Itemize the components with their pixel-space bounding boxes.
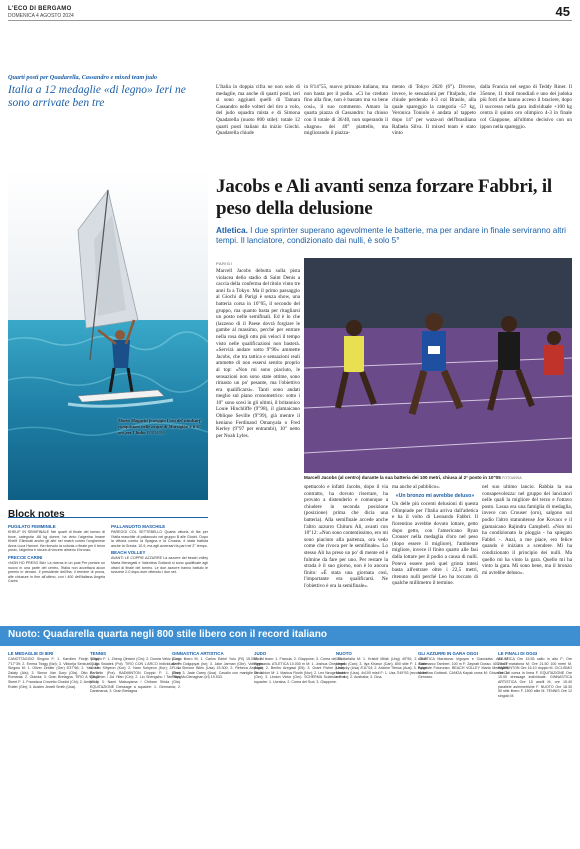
paper-name: L'ECO DI BERGAMO <box>8 6 72 12</box>
block-note-title: PUGILATO FEMMINILE <box>8 524 56 529</box>
main-column-3 <box>392 484 478 587</box>
results-column-text: Corpo libero M: 1. Carlos Edriel Yulo (Fil) 15.000; 2. Artem Dolgopyat (Isr); 3. Jake Jarman (Gbr). Volteggio F: 1. Simone Biles (Usa) 15.300; 2. Rebeca Andrade (Bra); 3. Jade Carey (Usa). Cavallo con maniglie M: 1. Rhys McClenaghan (Irl) 15.533. <box>172 657 263 680</box>
results-column-text: 100 farfalla M: 1. Kristóf Milák (Ung) 49"90; 2. Josh Liendo (Can); 3. Ilya Kharun (Can). 800 stile F: 1. Katie Ledecky (Usa) 8'11"04; 2. Ariarne Titmus (Aus); 3. Paige Madden (Usa). 4x100 misti F: 1. Usa 3'49"63 (record del mondo); 2. Australia; 3. Cina. <box>336 657 427 680</box>
top-column-2: in 8'14"55, nuovo primato italiano, ma non basta per il podio. «Ci ho creduto fino alla fine, non è bastato ma va bene così», il suo commento. Amaro la quarta piazza di Cassandro: ha chiuso con il totale di 36/40, non superando il «bagno» dei 40° piattello, ma migliorando il piazza- <box>304 84 388 137</box>
top-column-1: L'Italia in doppia cifra ne non solo di medaglie, ma anche di quarti posti, ieri si sono aggiunti quelli di Tamara Cassandro nelle volteri del tiro a volo, del judo squadra mista e di Simona Quadarella (nuoto 800 stile): totale 12 quarti posti italiani da inizio Giochi. Quadarella chiude <box>216 84 300 137</box>
block-note-title: BEACH VOLLEY <box>111 550 146 556</box>
windsurf-photo <box>8 170 208 500</box>
results-column-title: JUDO <box>254 651 267 656</box>
results-column <box>418 650 509 680</box>
main-column-4: nel suo ultimo lancio. Rabbia la sua consapevolezza: nel gruppo dei lanciatori nelle quali la migliore del terzo e l'ottavo posto. Lasua era una famiglia di medaglia, invece con Crouser (oro), salgono sul podio l'altro statunitense Joe Kovacs e il giamaicano Rajindra Campbell. «Non mi ha condizionato la pioggia - ha spiegato Fabbri -. Anzi, a me piace, ero felice quando è iniziato a scendere. Mi ha condizionato il principio dei nulli. Ma quello mi ha vinto la gara. Quello mi ha vinto la gara. Mi sono bene, ma il bronzo mi avrebbe deluso». <box>482 484 572 576</box>
results-column <box>90 650 181 694</box>
results-band-title: Nuoto: Quadarella quarta negli 800 stile libero con il record italiano <box>8 629 327 640</box>
main-column-2: spettacolo e infatti Jacobs, dopo il via contratto, ha dovuto riserrare, ha provato a distenderlo e comunque a chiudere in seconda posizione (posizione) prima che dicia una batteria). Alla semifinale accede anche l'altro azzurro Chituru Ali, avanti con 10"12: «Non sono contentissimo, ero mi sono piaciuto alla partenza, ora vedo come che rivoca per le semifinale». Lo stesso Ali ha preso un po' di mente ed è fulmine da fare per uno. Per restare la strada è il suo giorno, non è lo ancora finito: «È stata una giornata così, l'importante era qualificarsi. Ne l'obiettivo è ora la semifinale». <box>304 484 388 589</box>
results-column <box>336 650 427 680</box>
results-column-title: LE MEDAGLIE DI IERI <box>8 651 54 656</box>
results-column <box>8 650 99 689</box>
sprinters-caption-text: Marcell Jacobs (al centro) durante la sua batteria dei 100 metri, chiusa al 2° posto in 10"05 <box>304 475 501 480</box>
results-column-title: GINNASTICA ARTISTICA <box>172 651 224 656</box>
results-column-text: CANOTTAGGIO Singolo F: 1. Karolien Florijn (Ola) 7'17"39; 2. Emma Twigg (Nzl); 3. Viktorija Senkute (Lit). Singolo M: 1. Oliver Zeidler (Ger) 6'37"66; 2. Yauheni Zalaty (Ais); 3. Simon Van Dorp (Ola). Otto F: 1. Romania; 2. Olanda; 3. Gran Bretagna. TIRO A VOLO Skeet F: 1. Francisca Crovetto Chadid (Chi); 2. Amber Jo Rutter (Gbr); 3. Austen Jewell Smith (Usa). <box>8 657 99 689</box>
results-column <box>172 650 263 680</box>
main-column-3-body: Un delle più cocenti delusioni di questa Olimpiade per l'Italia arriva dall'atletica e ha il volto di Leonardo Fabbri. Il fiorentino avrebbe dovuto lottare, getto dopo getto, con l'americano Ryan Crouser nella medaglia d'oro nel peso (dopo essere il migliore), l'ambiente migliore, invece il finito quarto alle fasi dalla lottare per il podio a causa di nulli. Poteva essere però quel grinta intesi basta all'entrare oltre i 22,5 metri, ritenuto nulli perché Leo ha toccato di qualche millimetro il termine. <box>392 501 478 587</box>
windsurf-caption <box>118 418 204 436</box>
block-notes-header <box>8 504 208 518</box>
main-column-3-lead: ma anche al pubblico». <box>392 484 441 490</box>
results-column-title: GLI AZZURRI IN GARA OGGI <box>418 651 478 656</box>
results-column-text: ATLETICA Ore 15.55 salto in alto F; Ore 20.45 maratona M; Ore 21.50 100 metri M. BADMINTON Ore 16.10 doppio M. CICLISMO Ore 14 corsa in linea F. EQUITAZIONE Ore 10.00 dressage individuale. GINNASTICA ARTISTICA Ore 15 anelli M, ore 15.40 parallele asimmetriche F. NUOTO Ore 18.30 50 stile libero F, 1500 stile M. TENNIS Ore 12 singolo M. <box>498 657 572 698</box>
results-column <box>498 650 572 698</box>
block-notes-column-2 <box>111 522 208 575</box>
results-column-text: Mixed team: 1. Francia; 2. Giappone; 3. Corea del Sud, Germania. ATLETICA 10.000 m M: 1. Joshua Cheptegei (Uga); 2. Berihu Aregawi (Eti); 3. Grant Fisher (Usa). Decathlon M: 1. Markus Rooth (Nor); 2. Leo Neugebauer (Ger); 3. Lindon Victor (Grn). SCHERMA Sciabola F a squadre: 1. Ucraina; 2. Corea del Sud; 3. Giappone. <box>254 657 345 684</box>
block-note-text: AVANTI LE COPPIE AZZURRE La azzurre del beach volley Marta Menegatti e Valentina Gottardi si sono qualificate agli ottavi di finale del torneo. Le due azzurre hanno battuto le svizzere 2-0 dopo aver ottenuto i due set. <box>111 556 208 575</box>
header-rule <box>8 20 572 21</box>
block-note-text: «NON HO PRESO BA» La ricerca in un post Per portare un nuovo in una parte del centro, l'Italia non accettava alcun premio in denaro. Il presidente dell'Iba, il termine di prova, alle chiusure in fine all'ultimo, con i 400 dell'italiana Angela Carini. <box>8 560 105 584</box>
results-column-title: NUOTO <box>336 651 352 656</box>
top-column-4: dalla Francia nel segno di Teddy Riner. Il 35enne, 11 titoli mondiali e uno dei judoka più forti che hanno acceso il braciere, dopo il successo nella gara individuale +100 kg centra il quinto oro olimpico 4-3 in finale col Giappone, all'ultimo decisivo con un ippon nella spareggio. <box>480 84 572 130</box>
sprinters-caption <box>304 475 572 482</box>
block-note-text: PAREGGI COL SETTEBELLO Quarta vittoria di fila per l'Italia maschile di pallanuoto nel gruppo B alle Giochi. Dopo la vittoria contro la Spagna e la Croazia, è stata battuta anche la Grecia: 10-9, ma agli avversari fa pari nel 2° tempo. <box>111 530 208 548</box>
page-number: 45 <box>555 4 570 19</box>
main-column-1: Marcell Jacobs debutta sulla pista violacea dello stadio di Saint Denis a caccia della conferma del titolo vinto tre anni fa a Tokyo. Ma il primo passaggio al Giochi di Parigi è senza show, una batteria corsa in 10"05, il secondo del gruppo, ma quanto basta per ritagliarsi un posto nelle semifinali. Ed è lo che (lazzeno di il Paese dovrà forgiare le gambe al massimo, perché per entrare nella rosa degli otto più veloci il tempo visto nelle qualificazioni non basterà. «Servirà andare sotto 9"90» ammette Jacobs, che tra tattica e sensazioni reali ammette di non essersi sentito proprio al top: «Non mi sono piaciuto, le sensazioni non sono state ottime, sono rimasto un po' pesante, ma l'obiettivo era qualificarsi». Tanti sono andati meglio sul piano cronometrico: sotto i 10" sono scesi in gli ultimi, il britannico Louie Hinchliffe (9"98), il giamaicano Oblique Seville (9"99), già mentre il keniano Ferdinand Omanyala o Fred Kerley (9"97 per entrambi), 10" netto per Noah Lyles. <box>216 268 300 439</box>
quarti-headline: Italia a 12 medaglie «di legno» Ieri ne sono arrivate ben tre <box>8 84 186 109</box>
results-column-text: ATLETICA Maratona: Irigoyen e Cianciotta. Alto M: Gianmarco Tamberi. 100 m F: Zaynab Dosso. 400 ost F: Ayomide Folorunso. BEACH VOLLEY Marta Menegatti, Valentina Gottardi. CANOA Kayak cross M: Giovanni De Gennaro. <box>418 657 509 680</box>
windsurf-caption-text: Marta Maggetti festeggia l'oro del windsurf conquistato nelle acque di Marsiglia: è il 6° oro per l'Italia <box>118 418 201 435</box>
main-headline: Jacobs e Ali avanti senza forzare Fabbri, il peso della delusione <box>216 176 552 219</box>
main-standfirst <box>216 226 572 246</box>
windsurf-photo-credit: FOTOANSA <box>146 430 165 435</box>
block-note-title: FRECCE CARINI <box>8 554 43 560</box>
block-note-text: KHELIF IN SEMIFINALE Nei quarti di finale del torneo di boxe, categoria -66 kg donne, ha vinto l'algerina Imane Khelif. Eliminati anche gli altri nei match contro l'ungherese Anna Luca Hamori. Ha ricevuto la colonia o finale per il terzo posto, l'algerina è sicura di vincere almeno il bronzo. <box>8 530 105 553</box>
block-notes-title: Block notes <box>8 509 65 520</box>
issue-date: DOMENICA 4 AGOSTO 2024 <box>8 13 74 19</box>
sprinters-photo-credit: FOTOANSA <box>502 476 522 480</box>
block-notes-column-1 <box>8 522 105 584</box>
top-column-3: mento di Tokyo 2020 (6°). Diverse, invece, le sensazioni per l'Italjudo, che chiude perdendo 4-3 col Brasile, alla quale spareggio la categoria -57 kg, Veronica Toniolo è andata al tappeto dopo 14" per waza-ari dell'brasiliana Rafaela Silva. Il mixed team è stato vinto <box>392 84 476 137</box>
sprinters-photo <box>304 258 572 473</box>
results-column-title: LE FINALI DI OGGI <box>498 651 538 656</box>
results-column-title: TENNIS <box>90 651 107 656</box>
block-note-title: PALLANUOTO MASCHILE <box>111 524 166 529</box>
standfirst-lead: Atletica. <box>216 226 248 235</box>
results-column-text: Singolo F: 1. Zheng Qinwen (Cin); 2. Donna Vekic (Cro); 3. Iga Swiatek (Pol). TIRO CON L'ARCO Individuale F: 1. Lim Sihyeon (Kor); 2. Nam Suhyeon (Kor); 3. Lisa Barbelin (Fra). BADMINTON Doppio F: 1. Chen Qingchen / Jia Yifan (Cin); 2. Liu Shengshu / Tan Ning (Cin); 3. Nami Matsuyama / Chiharu Shida (Gia). EQUITAZIONE Dressage a squadre: 1. Germania; 2. Danimarca; 3. Gran Bretagna. <box>90 657 181 694</box>
quarti-kicker: Quarti posti per Quadarella, Cassandro e mixed team judo <box>8 74 158 81</box>
standfirst-text: I due sprinter superano agevolmente le batterie, ma per andare in finale serviranno altri tempi. Il lanciatore, condizionato dai nulli, è solo 5° <box>216 226 566 245</box>
fabbri-subhead: «Un bronzo mi avrebbe deluso» <box>395 492 475 499</box>
results-column <box>254 650 345 685</box>
masthead <box>8 6 74 20</box>
dateline: PARIGI <box>216 261 233 266</box>
